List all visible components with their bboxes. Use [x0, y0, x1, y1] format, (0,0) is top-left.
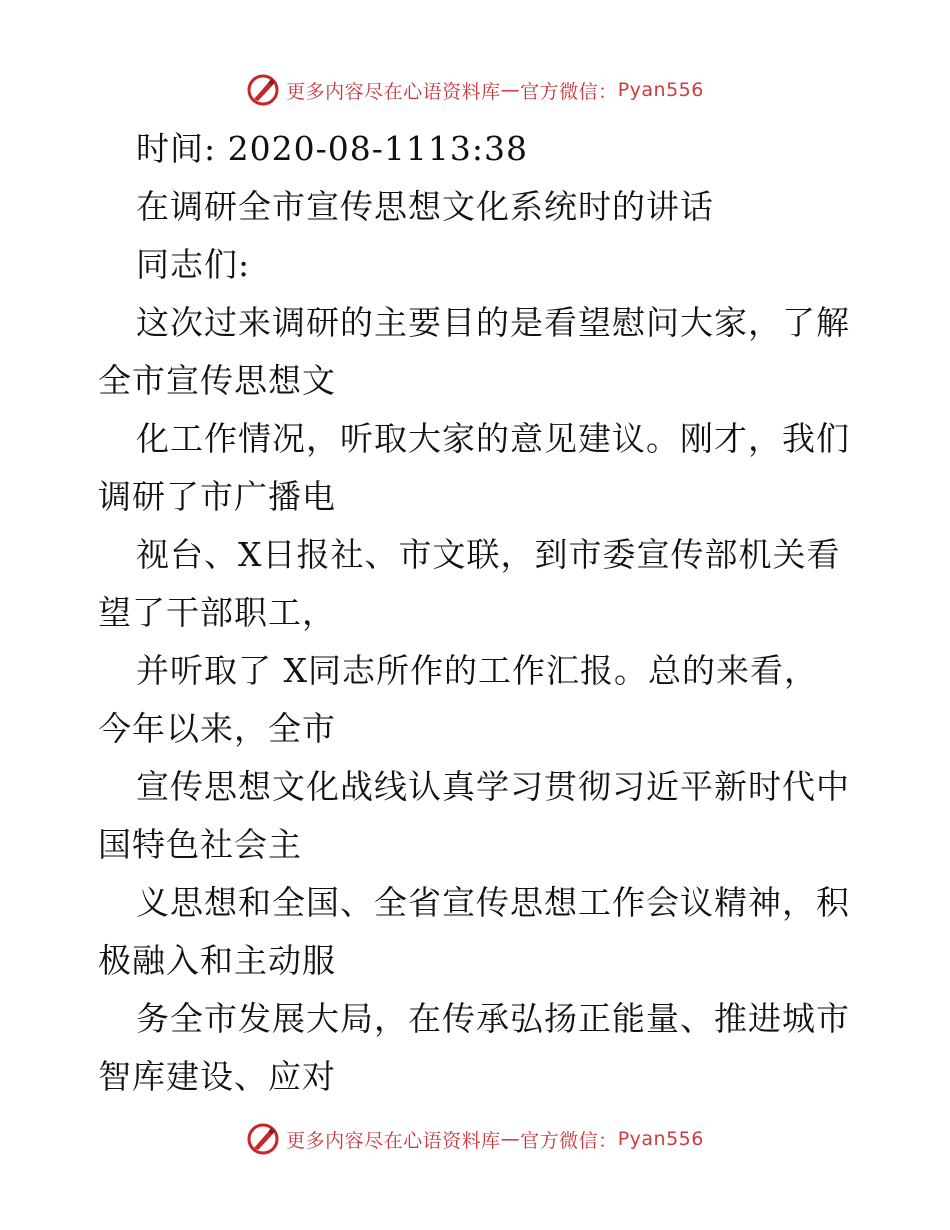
document-line: 智库建设、应对: [98, 1057, 336, 1096]
document-line: 务全市发展大局，在传承弘扬正能量、推进城市: [136, 999, 850, 1038]
document-line: 并听取了 X同志所作的工作汇报。总的来看，: [136, 651, 818, 690]
watermark-brand-text: 更多内容尽在心语资料库: [286, 80, 501, 103]
document-line: 义思想和全国、全省宣传思想工作会议精神，积: [136, 883, 850, 922]
document-line: 今年以来，全市: [98, 709, 336, 748]
document-line: 时间: 2020-08-1113:38: [136, 129, 528, 168]
document-line: 视台、X日报社、市文联，到市委宣传部机关看: [136, 535, 841, 574]
watermark-wechat-label: 官方微信：: [520, 1129, 618, 1152]
pen-circle-logo-icon: [246, 1122, 280, 1156]
document-line: 这次过来调研的主要目的是看望慰问大家，了解: [136, 303, 850, 342]
header-watermark: [0, 68, 950, 112]
document-line: 调研了市广播电: [98, 477, 336, 516]
watermark-separator: —: [500, 79, 521, 101]
document-body: [98, 120, 858, 1106]
document-line: 宣传思想文化战线认真学习贯彻习近平新时代中: [136, 767, 850, 806]
document-title: 在调研全市宣传思想文化系统时的讲话: [136, 187, 714, 226]
watermark-wechat-id: Pyan556: [617, 1128, 704, 1150]
document-line: 国特色社会主: [98, 825, 302, 864]
watermark-wechat-id: Pyan556: [617, 79, 704, 101]
watermark-separator: —: [500, 1128, 521, 1150]
document-line: 全市宣传思想文: [98, 361, 336, 400]
document-line: 同志们:: [136, 245, 251, 284]
footer-watermark: [0, 1117, 950, 1161]
document-line: 化工作情况，听取大家的意见建议。刚才，我们: [136, 419, 850, 458]
document-line: 望了干部职工，: [98, 593, 336, 632]
pen-circle-logo-icon: [246, 73, 280, 107]
watermark-wechat-label: 官方微信：: [520, 80, 618, 103]
watermark-brand-text: 更多内容尽在心语资料库: [286, 1129, 501, 1152]
document-line: 极融入和主动服: [98, 941, 336, 980]
